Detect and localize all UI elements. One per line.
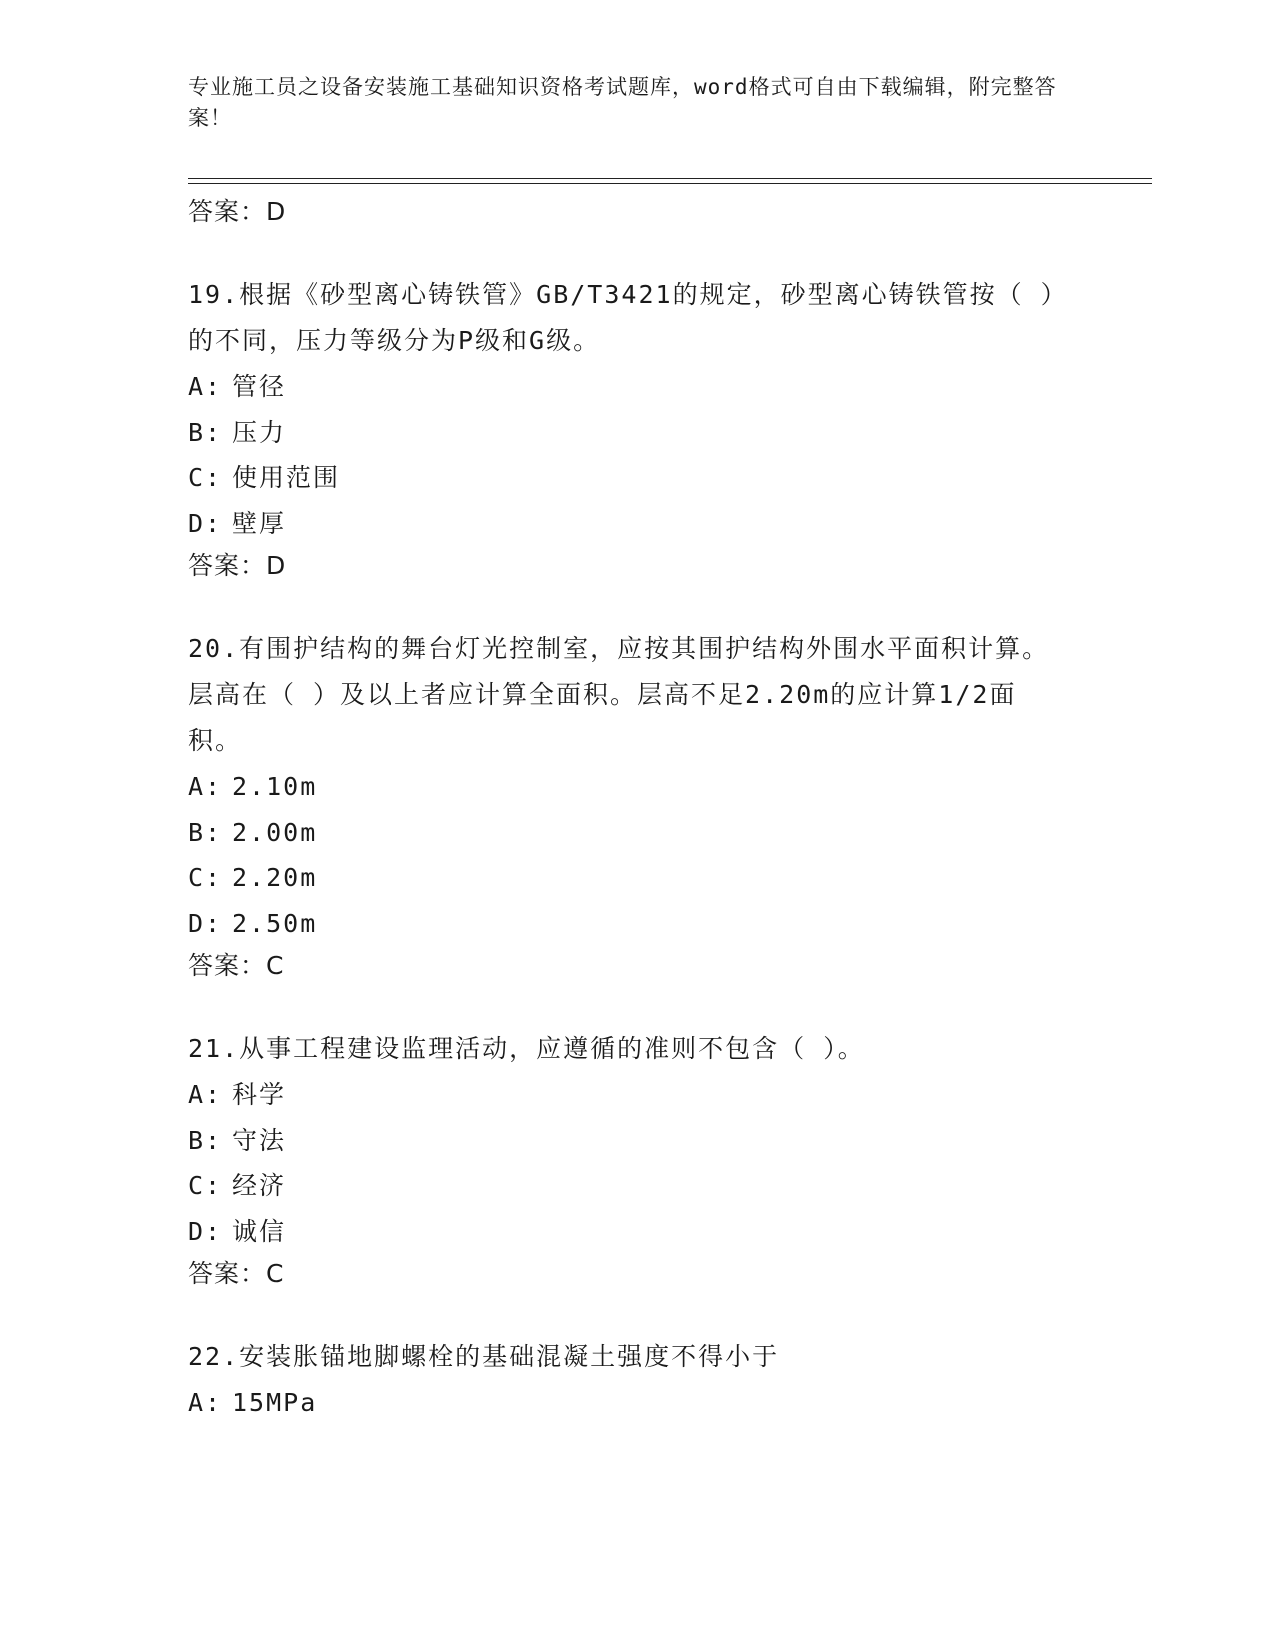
header-rule-bottom <box>188 183 1152 184</box>
option-a <box>188 1380 1068 1426</box>
question-21 <box>188 1026 1068 1294</box>
option-text: 壁厚 <box>232 508 287 538</box>
option-letter: C: <box>188 863 223 892</box>
option-a <box>188 764 1068 810</box>
option-text: 经济 <box>232 1171 287 1200</box>
option-text: 守法 <box>232 1125 287 1155</box>
option-a <box>188 1072 1068 1118</box>
option-letter: C: <box>188 1171 223 1200</box>
option-text: 2.00m <box>232 817 318 847</box>
question-stem: 20.有围护结构的舞台灯光控制室，应按其围护结构外围水平面积计算。层高在（ ）及以上者应计算全面积。层高不足2.20m的应计算1/2面积。 <box>188 634 1050 755</box>
option-b <box>188 1118 1068 1164</box>
header-rule-top <box>188 178 1152 179</box>
question-20 <box>188 626 1068 986</box>
question-22 <box>188 1334 1068 1426</box>
option-d <box>188 901 1068 947</box>
option-letter: A: <box>188 372 223 401</box>
option-text: 2.20m <box>232 863 318 892</box>
option-letter: B: <box>188 1125 223 1155</box>
option-text: 2.10m <box>232 772 318 801</box>
option-text: 使用范围 <box>232 463 341 492</box>
question-19 <box>188 272 1068 586</box>
option-a <box>188 364 1068 410</box>
option-text: 压力 <box>232 417 287 447</box>
option-letter: D: <box>188 508 223 538</box>
option-letter: B: <box>188 417 223 447</box>
answer-line: 答案：D <box>188 197 287 226</box>
answer-line: 答案：C <box>188 951 285 980</box>
answer-line: 答案：C <box>188 1259 285 1288</box>
option-c <box>188 455 1068 501</box>
option-text: 科学 <box>232 1080 287 1109</box>
question-list <box>188 192 1068 1426</box>
option-b <box>188 810 1068 856</box>
option-d <box>188 501 1068 547</box>
page-header: 专业施工员之设备安装施工基础知识资格考试题库，word格式可自由下载编辑，附完整答案！ <box>188 75 1057 130</box>
option-text: 管径 <box>232 372 287 401</box>
question-stem: 22.安装胀锚地脚螺栓的基础混凝土强度不得小于 <box>188 1342 780 1371</box>
option-letter: C: <box>188 463 223 492</box>
question-stem: 21.从事工程建设监理活动，应遵循的准则不包含（ ）。 <box>188 1034 865 1063</box>
option-c <box>188 1163 1068 1209</box>
option-letter: B: <box>188 817 223 847</box>
option-text: 15MPa <box>232 1388 318 1417</box>
option-text: 2.50m <box>232 908 318 938</box>
option-letter: A: <box>188 772 223 801</box>
option-b <box>188 410 1068 456</box>
option-letter: A: <box>188 1080 223 1109</box>
option-letter: D: <box>188 1216 223 1246</box>
option-letter: D: <box>188 908 223 938</box>
option-d <box>188 1209 1068 1255</box>
option-letter: A: <box>188 1388 223 1417</box>
option-text: 诚信 <box>232 1216 287 1246</box>
option-c <box>188 855 1068 901</box>
answer-line: 答案：D <box>188 551 287 580</box>
question-stem: 19.根据《砂型离心铸铁管》GB/T3421的规定，砂型离心铸铁管按（ ）的不同，压力等级分为P级和G级。 <box>188 280 1068 355</box>
